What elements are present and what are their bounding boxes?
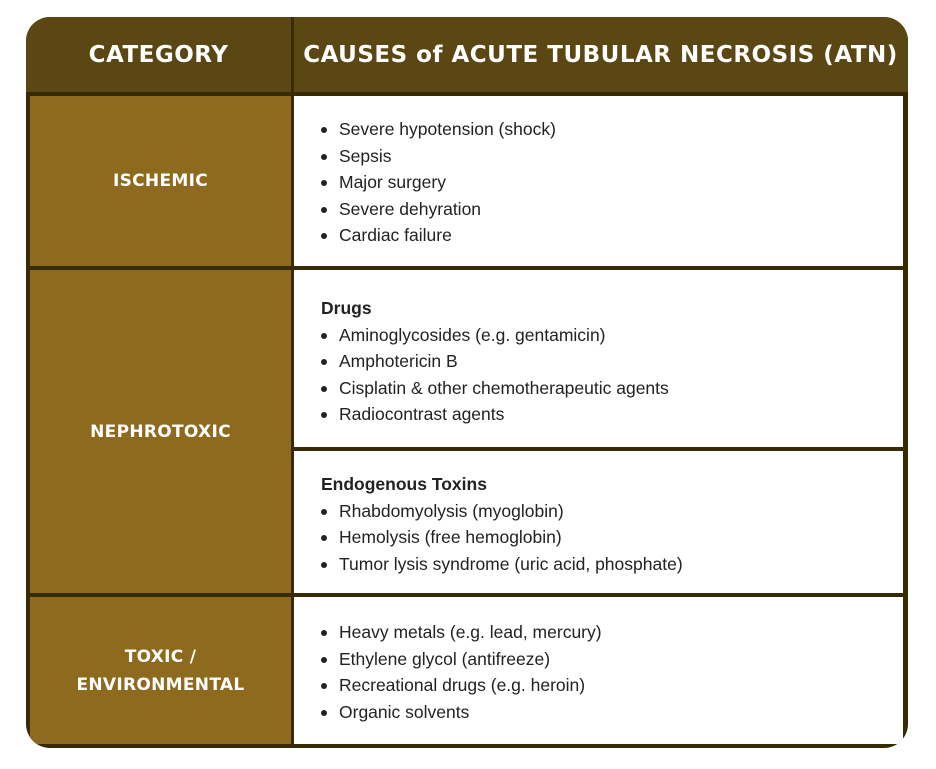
list-item: Tumor lysis syndrome (uric acid, phosphate) bbox=[321, 551, 903, 578]
list-item: Heavy metals (e.g. lead, mercury) bbox=[321, 619, 903, 646]
category-nephrotoxic bbox=[30, 270, 291, 593]
list-item: Organic solvents bbox=[321, 699, 903, 726]
list-item: Recreational drugs (e.g. heroin) bbox=[321, 672, 903, 699]
category-label-line: ENVIRONMENTAL bbox=[76, 674, 245, 695]
header-causes: CAUSES of ACUTE TUBULAR NECROSIS (ATN) bbox=[303, 41, 898, 68]
list-item: Hemolysis (free hemoglobin) bbox=[321, 524, 903, 551]
cause-list bbox=[321, 498, 903, 578]
category-label-line: TOXIC / bbox=[124, 646, 197, 667]
header-category: CATEGORY bbox=[88, 41, 229, 68]
cause-list bbox=[321, 619, 903, 725]
list-item: Severe hypotension (shock) bbox=[321, 116, 903, 143]
category-toxic-environmental bbox=[30, 597, 291, 744]
list-item: Radiocontrast agents bbox=[321, 401, 903, 428]
list-item: Cardiac failure bbox=[321, 222, 903, 249]
category-ischemic bbox=[30, 96, 291, 266]
group-title-drugs: Drugs bbox=[321, 298, 372, 318]
list-item: Ethylene glycol (antifreeze) bbox=[321, 646, 903, 673]
causes-toxic-environmental bbox=[294, 597, 903, 744]
list-item: Aminoglycosides (e.g. gentamicin) bbox=[321, 322, 903, 349]
causes-drugs bbox=[294, 270, 903, 447]
list-item: Amphotericin B bbox=[321, 348, 903, 375]
list-item: Severe dehyration bbox=[321, 196, 903, 223]
list-item: Rhabdomyolysis (myoglobin) bbox=[321, 498, 903, 525]
cause-list bbox=[321, 322, 903, 428]
list-item: Cisplatin & other chemotherapeutic agents bbox=[321, 375, 903, 402]
list-item: Major surgery bbox=[321, 169, 903, 196]
causes-ischemic bbox=[294, 96, 903, 266]
table-header bbox=[26, 17, 908, 92]
category-label: ISCHEMIC bbox=[112, 171, 208, 191]
cause-list bbox=[321, 116, 903, 249]
group-title-endogenous-toxins: Endogenous Toxins bbox=[321, 474, 487, 494]
atn-causes-table bbox=[26, 17, 908, 748]
list-item: Sepsis bbox=[321, 143, 903, 170]
category-label: NEPHROTOXIC bbox=[90, 421, 231, 442]
causes-endogenous-toxins bbox=[294, 451, 903, 593]
